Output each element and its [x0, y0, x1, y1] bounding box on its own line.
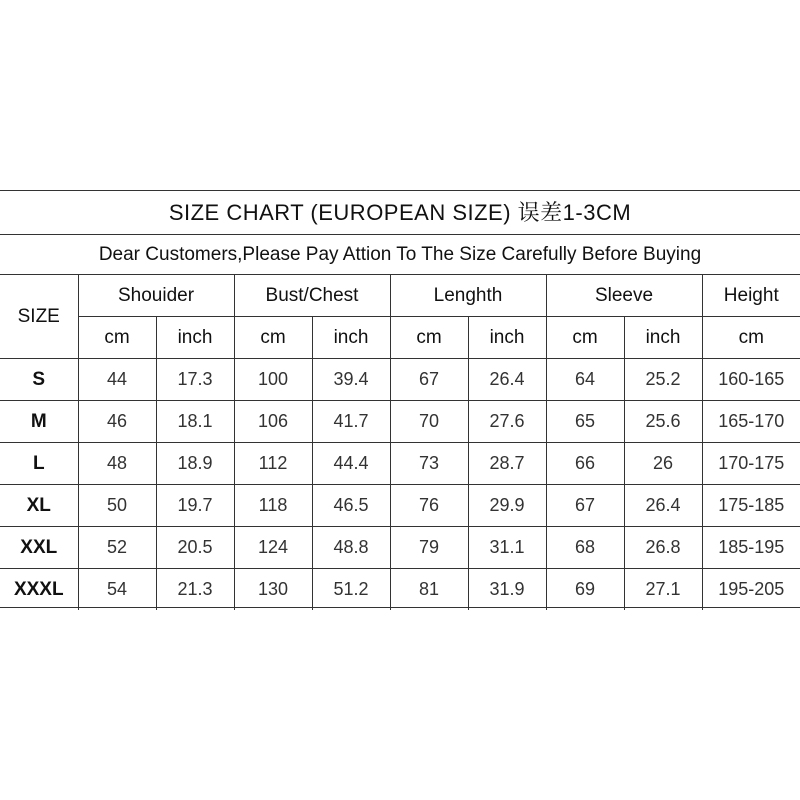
table-cell: 48.8	[312, 527, 390, 569]
table-cell: 29.9	[468, 485, 546, 527]
size-label: XXXL	[0, 569, 78, 611]
customer-notice: Dear Customers,Please Pay Attion To The Size Carefully Before Buying	[0, 235, 800, 275]
height-header: Height	[702, 275, 800, 317]
table-cell: 27.1	[624, 569, 702, 611]
unit-label: cm	[78, 317, 156, 359]
chart-title: SIZE CHART (EUROPEAN SIZE) 误差1-3CM	[0, 191, 800, 235]
table-cell: 160-165	[702, 359, 800, 401]
unit-label: inch	[312, 317, 390, 359]
table-cell: 21.3	[156, 569, 234, 611]
table-cell: 26.8	[624, 527, 702, 569]
table-cell: 17.3	[156, 359, 234, 401]
size-label: XXL	[0, 527, 78, 569]
table-cell: 50	[78, 485, 156, 527]
table-cell: 44.4	[312, 443, 390, 485]
unit-label: inch	[156, 317, 234, 359]
table-cell: 46	[78, 401, 156, 443]
table-cell: 67	[390, 359, 468, 401]
size-chart	[0, 190, 800, 608]
bust-header: Bust/Chest	[234, 275, 390, 317]
table-row	[0, 359, 800, 401]
table-cell: 106	[234, 401, 312, 443]
table-cell: 195-205	[702, 569, 800, 611]
table-cell: 185-195	[702, 527, 800, 569]
size-label: XL	[0, 485, 78, 527]
table-cell: 19.7	[156, 485, 234, 527]
sleeve-header: Sleeve	[546, 275, 702, 317]
table-cell: 100	[234, 359, 312, 401]
size-label: M	[0, 401, 78, 443]
table-cell: 26	[624, 443, 702, 485]
table-row	[0, 485, 800, 527]
table-cell: 46.5	[312, 485, 390, 527]
table-cell: 26.4	[468, 359, 546, 401]
table-cell: 65	[546, 401, 624, 443]
table-cell: 27.6	[468, 401, 546, 443]
size-label: L	[0, 443, 78, 485]
table-cell: 81	[390, 569, 468, 611]
table-cell: 67	[546, 485, 624, 527]
table-cell: 25.6	[624, 401, 702, 443]
unit-label: cm	[234, 317, 312, 359]
table-cell: 170-175	[702, 443, 800, 485]
table-row	[0, 527, 800, 569]
table-cell: 118	[234, 485, 312, 527]
table-cell: 51.2	[312, 569, 390, 611]
table-cell: 25.2	[624, 359, 702, 401]
table-cell: 54	[78, 569, 156, 611]
table-cell: 76	[390, 485, 468, 527]
unit-label: cm	[390, 317, 468, 359]
unit-row	[0, 317, 800, 359]
length-header: Lenghth	[390, 275, 546, 317]
header-row	[0, 275, 800, 317]
unit-label: inch	[624, 317, 702, 359]
table-cell: 28.7	[468, 443, 546, 485]
table-cell: 124	[234, 527, 312, 569]
table-cell: 79	[390, 527, 468, 569]
table-row	[0, 569, 800, 611]
table-cell: 70	[390, 401, 468, 443]
unit-label: cm	[702, 317, 800, 359]
table-cell: 64	[546, 359, 624, 401]
table-cell: 20.5	[156, 527, 234, 569]
shoulder-header: Shouider	[78, 275, 234, 317]
table-cell: 73	[390, 443, 468, 485]
table-cell: 41.7	[312, 401, 390, 443]
table-cell: 130	[234, 569, 312, 611]
table-cell: 31.9	[468, 569, 546, 611]
table-cell: 44	[78, 359, 156, 401]
table-cell: 52	[78, 527, 156, 569]
table-cell: 66	[546, 443, 624, 485]
size-header: SIZE	[0, 275, 78, 359]
table-cell: 48	[78, 443, 156, 485]
table-cell: 175-185	[702, 485, 800, 527]
table-cell: 69	[546, 569, 624, 611]
size-table	[0, 275, 800, 610]
table-cell: 18.1	[156, 401, 234, 443]
table-cell: 112	[234, 443, 312, 485]
table-cell: 26.4	[624, 485, 702, 527]
size-label: S	[0, 359, 78, 401]
table-cell: 18.9	[156, 443, 234, 485]
table-row	[0, 401, 800, 443]
table-cell: 165-170	[702, 401, 800, 443]
table-cell: 68	[546, 527, 624, 569]
table-row	[0, 443, 800, 485]
unit-label: inch	[468, 317, 546, 359]
unit-label: cm	[546, 317, 624, 359]
table-cell: 31.1	[468, 527, 546, 569]
table-cell: 39.4	[312, 359, 390, 401]
